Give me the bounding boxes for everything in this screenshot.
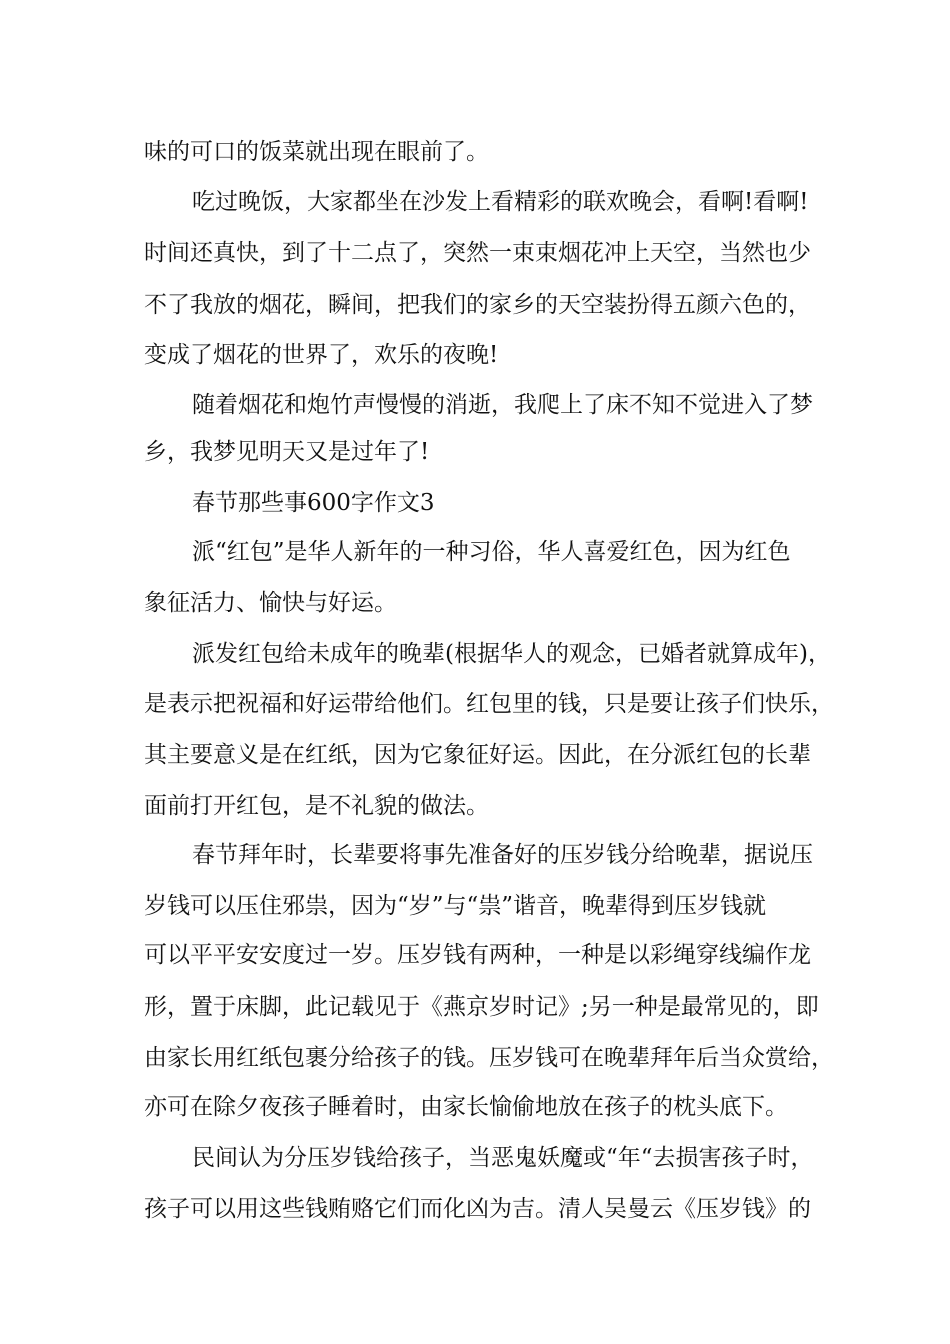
text-line: 岁钱可以压住邪祟，因为“岁”与“祟”谐音，晚辈得到压岁钱就 [144, 893, 767, 919]
text-line: 由家长用红纸包裹分给孩子的钱。压岁钱可在晚辈拜年后当众赏给， [144, 1045, 834, 1071]
text-line: 不了我放的烟花，瞬间，把我们的家乡的天空装扮得五颜六色的， [144, 292, 811, 318]
paragraph-first-line: 春节拜年时，长辈要将事先准备好的压岁钱分给晚辈，据说压 [192, 842, 813, 868]
text-line: 象征活力、愉快与好运。 [144, 590, 397, 616]
text-line: 可以平平安安度过一岁。压岁钱有两种，一种是以彩绳穿线编作龙 [144, 942, 811, 968]
paragraph-first-line: 派发红包给未成年的晚辈(根据华人的观念，已婚者就算成年)， [192, 641, 831, 667]
text-line: 其主要意义是在红纸，因为它象征好运。因此，在分派红包的长辈 [144, 742, 811, 768]
text-line: 是表示把祝福和好运带给他们。红包里的钱，只是要让孩子们快乐， [144, 691, 834, 717]
paragraph-first-line: 吃过晚饭，大家都坐在沙发上看精彩的联欢晚会，看啊!看啊! [192, 189, 809, 215]
text-line: 形，置于床脚，此记载见于《燕京岁时记》;另一种是最常见的，即 [144, 994, 819, 1020]
paragraph-first-line: 民间认为分压岁钱给孩子，当恶鬼妖魔或“年“去损害孩子时， [192, 1145, 814, 1171]
text-line: 孩子可以用这些钱贿赂它们而化凶为吉。清人吴曼云《压岁钱》的 [144, 1196, 811, 1222]
paragraph-first-line: 派“红包”是华人新年的一种习俗，华人喜爱红色，因为红色 [192, 539, 791, 565]
text-line: 味的可口的饭菜就出现在眼前了。 [144, 139, 489, 165]
text-line: 时间还真快，到了十二点了，突然一束束烟花冲上天空，当然也少 [144, 240, 811, 266]
section-heading: 春节那些事600字作文3 [192, 490, 435, 516]
text-line: 变成了烟花的世界了，欢乐的夜晚! [144, 342, 499, 368]
text-line: 面前打开红包，是不礼貌的做法。 [144, 793, 489, 819]
text-line: 亦可在除夕夜孩子睡着时，由家长愉偷地放在孩子的枕头底下。 [144, 1094, 788, 1120]
text-line: 乡，我梦见明天又是过年了! [144, 439, 430, 465]
paragraph-first-line: 随着烟花和炮竹声慢慢的消逝，我爬上了床不知不觉进入了梦 [192, 392, 813, 418]
